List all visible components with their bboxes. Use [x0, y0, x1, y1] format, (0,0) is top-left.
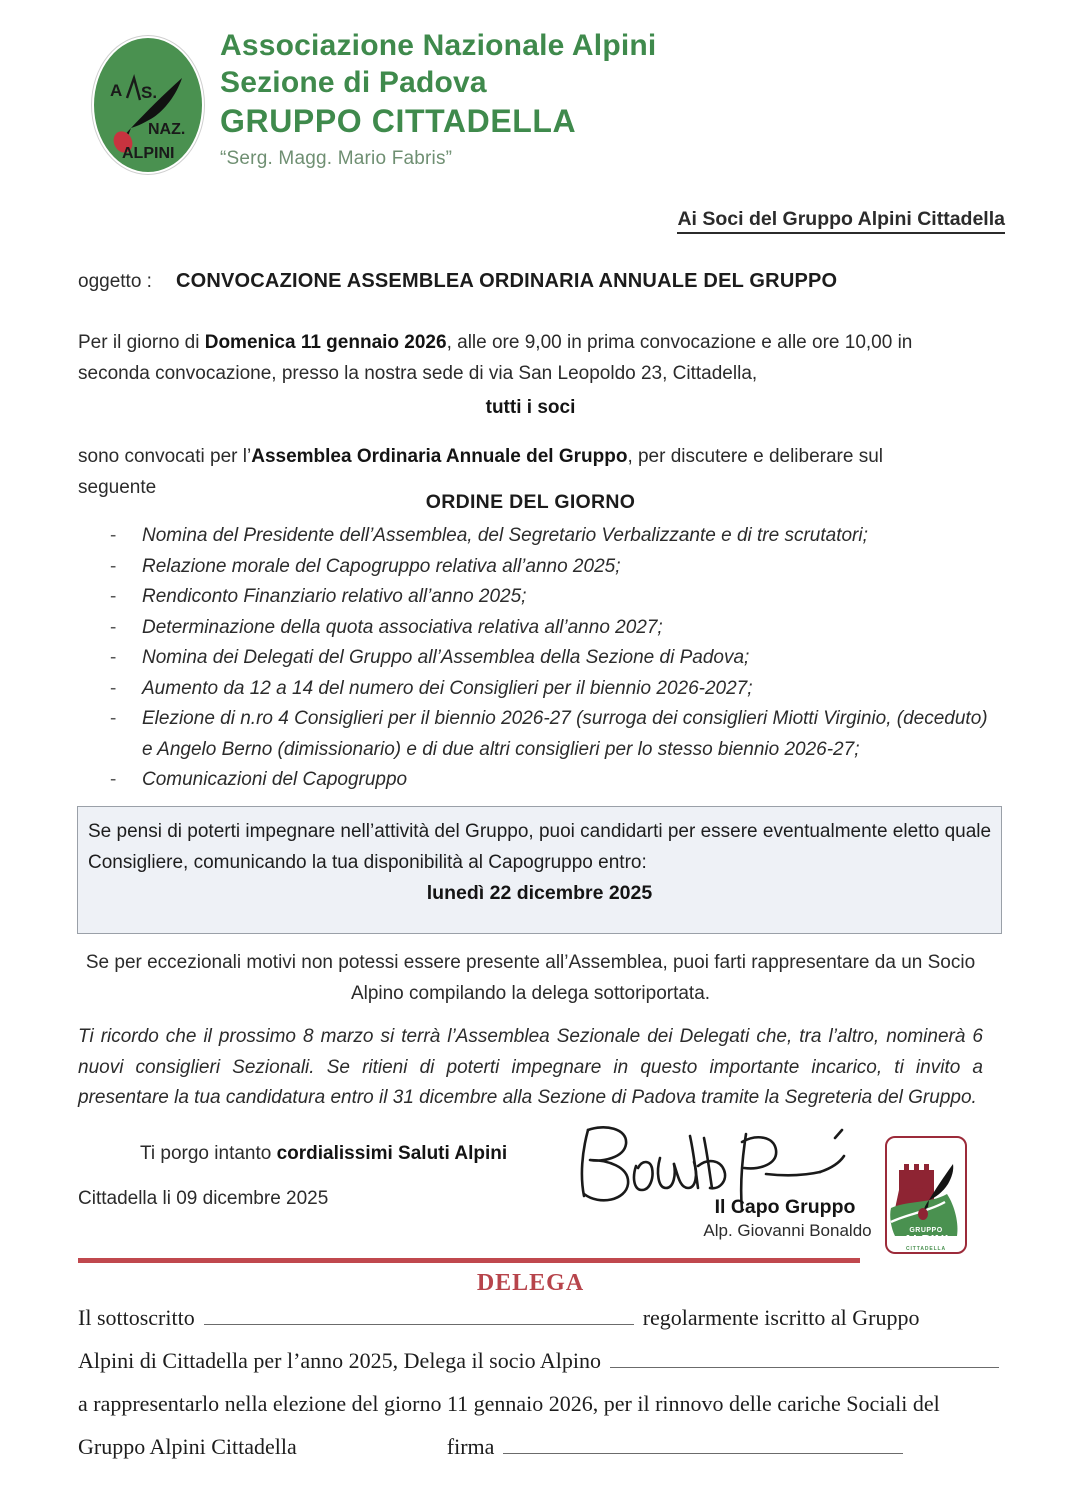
- group-stamp-graphic: [885, 1136, 967, 1254]
- signature-block: [570, 1118, 880, 1238]
- sono-bold: Assemblea Ordinaria Annuale del Gruppo: [251, 446, 628, 467]
- delega-row4-label: Gruppo Alpini Cittadella: [78, 1434, 297, 1459]
- delega-row1-tail: regolarmente iscritto al Gruppo: [642, 1305, 920, 1330]
- ana-logo-graphic: [94, 38, 204, 174]
- tutti-i-soci-line: tutti i soci: [485, 397, 576, 418]
- org-name-line2: Sezione di Padova: [220, 65, 487, 99]
- svg-text:CITTADELLA: CITTADELLA: [905, 1246, 947, 1252]
- delega-row-1: [78, 1305, 1008, 1348]
- convocation-date: Domenica 11 gennaio 2026: [204, 332, 447, 353]
- delegate-name-field[interactable]: [610, 1348, 999, 1368]
- delega-row1-label: Il sottoscritto: [78, 1305, 195, 1330]
- letterhead-titles: [220, 28, 1040, 170]
- list-item: [110, 643, 990, 674]
- signer-role: Il Capo Gruppo: [714, 1196, 856, 1218]
- svg-text:S.: S.: [141, 83, 158, 102]
- place-and-date: Cittadella li 09 dicembre 2025: [78, 1188, 329, 1209]
- list-item-label: Nomina dei Delegati del Gruppo all’Assemblea della Sezione di Padova;: [142, 647, 750, 668]
- paragraph-reminder: Ti ricordo che il prossimo 8 marzo si terrà l’Assemblea Sezionale dei Delegati che, tra l’altro, nominerà 6 nuovi consiglieri Sezionali. Se ritieni di poterti impegnare in questo importante incarico, ti invito a presentare la tua candidatura entro il 31 dicembre alla Sezione di Padova tramite la Segreteria del Gruppo.: [78, 1026, 983, 1108]
- list-item: [110, 613, 990, 644]
- sono-pre: sono convocati per l’: [78, 446, 252, 467]
- candidacy-deadline: lunedì 22 dicembre 2025: [426, 882, 653, 904]
- list-item: [110, 552, 990, 583]
- list-dash: -: [110, 586, 117, 607]
- signer-name: Alp. Giovanni Bonaldo: [703, 1221, 872, 1240]
- list-item-label: Elezione di n.ro 4 Consiglieri per il biennio 2026-27 (surroga dei consiglieri Miotti Virginio, (deceduto) e Angelo Berno (dimissionario) e di due altri consiglieri per lo stesso biennio 2026-27;: [142, 708, 988, 760]
- list-item: [110, 765, 990, 796]
- subscriber-name-field[interactable]: [204, 1305, 634, 1325]
- subject-label: oggetto :: [78, 271, 152, 292]
- ana-logo: [92, 36, 204, 174]
- convocation-post: , alle ore 9,00 in prima convocazione e alle ore 10,00 in seconda convocazione, presso la nostra sede di via San Leopoldo 23, Cittadella,: [78, 332, 913, 384]
- list-dash: -: [110, 555, 117, 577]
- agenda-heading: ORDINE DEL GIORNO: [425, 491, 636, 513]
- candidacy-callout-box: [77, 806, 1002, 934]
- list-item-label: Aumento da 12 a 14 del numero dei Consiglieri per il biennio 2026-2027;: [142, 677, 753, 699]
- list-dash: -: [110, 616, 117, 638]
- list-item-label: Determinazione della quota associativa relativa all’anno 2027;: [142, 616, 663, 638]
- greeting-bold: cordialissimi Saluti Alpini: [276, 1143, 508, 1164]
- addressee: [0, 208, 1005, 231]
- delega-firma-label: firma: [446, 1434, 495, 1459]
- org-name-line3: GRUPPO CITTADELLA: [220, 103, 577, 140]
- list-item: [110, 521, 990, 552]
- list-dash: -: [110, 708, 117, 729]
- list-item-label: Comunicazioni del Capogruppo: [142, 769, 408, 790]
- delega-row-2: [78, 1348, 1008, 1391]
- svg-text:A: A: [110, 81, 123, 100]
- delega-form: [78, 1305, 1008, 1477]
- section-divider: [78, 1258, 860, 1263]
- candidacy-text: Se pensi di poterti impegnare nell’attività del Gruppo, puoi candidarti per essere eventualmente eletto quale Consigliere, comunicando la tua disponibilità al Capogruppo entro:: [88, 821, 992, 873]
- svg-text:ALPINI: ALPINI: [122, 145, 175, 162]
- sono-post: , per discutere e deliberare sul seguente: [78, 446, 884, 498]
- convocation-pre: Per il giorno di: [78, 332, 205, 353]
- svg-text:GRUPPO: GRUPPO: [909, 1227, 943, 1234]
- delega-row-4: [78, 1434, 1008, 1477]
- letterhead: [0, 0, 1080, 200]
- list-item-label: Nomina del Presidente dell’Assemblea, del Segretario Verbalizzante e di tre scrutatori;: [142, 525, 868, 546]
- list-item: [110, 582, 990, 613]
- list-dash: -: [110, 647, 117, 668]
- delega-title: DELEGA: [476, 1270, 585, 1296]
- list-item-label: Rendiconto Finanziario relativo all’anno 2025;: [142, 586, 527, 607]
- agenda-list: [110, 521, 990, 796]
- list-item: [110, 704, 990, 765]
- delega-row2-label: Alpini di Cittadella per l’anno 2025, Delega il socio Alpino: [78, 1348, 602, 1373]
- greeting-pre: Ti porgo intanto: [140, 1143, 277, 1164]
- list-dash: -: [110, 769, 117, 790]
- list-dash: -: [110, 525, 117, 546]
- paragraph-proxy-note: Se per eccezionali motivi non potessi essere presente all’Assemblea, puoi farti rappresentare da un Socio Alpino compilando la delega sottoriportata.: [85, 952, 976, 1004]
- subject-row: [78, 270, 1018, 293]
- org-name-line1: Associazione Nazionale Alpini: [220, 29, 657, 62]
- list-dash: -: [110, 677, 117, 699]
- ana-logo-oval: [92, 36, 204, 174]
- subject-value: CONVOCAZIONE ASSEMBLEA ORDINARIA ANNUALE DEL GRUPPO: [175, 270, 838, 292]
- svg-text:ALPINI: ALPINI: [903, 1232, 949, 1247]
- signature-field[interactable]: [503, 1434, 903, 1454]
- list-item: [110, 674, 990, 705]
- svg-text:NAZ.: NAZ.: [148, 121, 186, 138]
- addressee-text: Ai Soci del Gruppo Alpini Cittadella: [677, 208, 1005, 234]
- delega-row3-label: a rappresentarlo nella elezione del giorno 11 gennaio 2026, per il rinnovo delle cariche Sociali del: [78, 1391, 940, 1416]
- list-item-label: Relazione morale del Capogruppo relativa all’anno 2025;: [142, 555, 621, 577]
- delega-row-3: [78, 1391, 1008, 1434]
- org-subtitle: “Serg. Magg. Mario Fabris”: [220, 148, 453, 170]
- group-stamp-icon: [885, 1136, 967, 1254]
- paragraph-convocation: [78, 327, 983, 389]
